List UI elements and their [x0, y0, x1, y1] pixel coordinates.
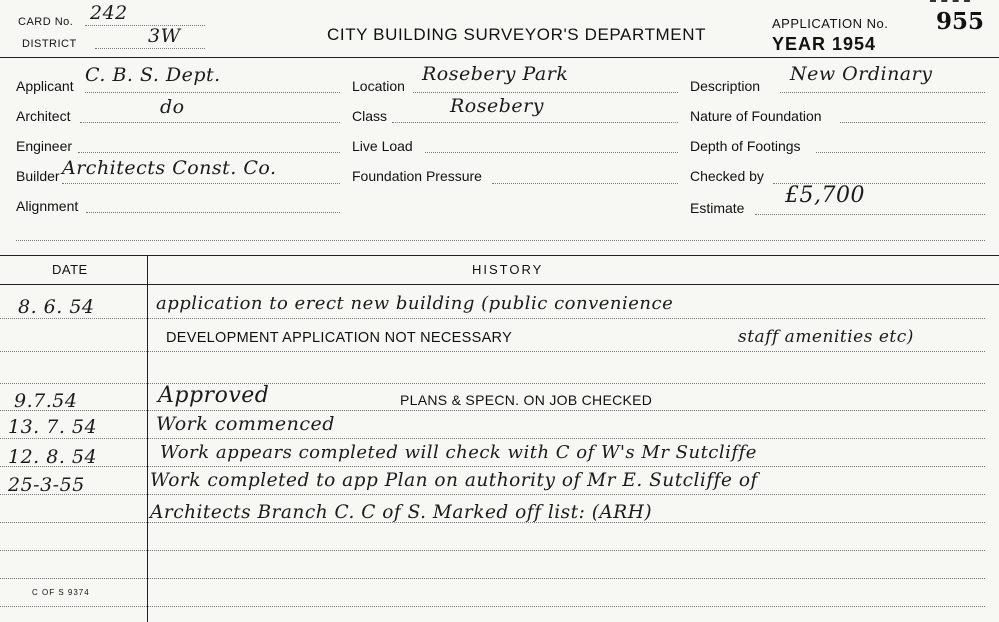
foundation-pressure-label: Foundation Pressure: [352, 168, 482, 184]
row-line-11: [0, 606, 985, 607]
history-text: Work appears completed will check with C of W's Mr Sutcliffe: [160, 442, 757, 463]
history-text: Work completed to app Plan on authority of Mr E. Sutcliffe of: [150, 470, 758, 491]
header-rule: [0, 57, 999, 58]
depth-of-footings-line: [816, 152, 985, 153]
live-load-line: [425, 152, 678, 153]
year-label: YEAR 1954: [772, 34, 877, 54]
card-no-label: CARD No.: [18, 16, 74, 28]
date-header: DATE: [52, 262, 88, 277]
depth-of-footings-label: Depth of Footings: [690, 138, 801, 154]
card-no-value: 242: [90, 2, 128, 24]
plans-checked-stamp: PLANS & SPECN. ON JOB CHECKED: [400, 392, 653, 408]
development-stamp: DEVELOPMENT APPLICATION NOT NECESSARY: [166, 330, 513, 346]
location-line: [413, 92, 678, 93]
card-no-line: [85, 25, 205, 26]
nature-of-foundation-line: [840, 122, 985, 123]
class-label: Class: [352, 108, 388, 124]
live-load-label: Live Load: [352, 138, 413, 154]
applicant-line: [85, 92, 340, 93]
row-line-10: [0, 578, 985, 579]
district-line: [95, 48, 205, 49]
history-date: 13. 7. 54: [8, 416, 98, 438]
applicant-label: Applicant: [16, 78, 74, 94]
history-date: 12. 8. 54: [8, 446, 98, 468]
history-text: Architects Branch C. C of S. Marked off list: (ARH): [150, 502, 653, 523]
estimate-value: £5,700: [785, 183, 865, 208]
foundation-pressure-line: [492, 183, 678, 184]
engineer-line: [78, 152, 340, 153]
builder-value: Architects Const. Co.: [62, 157, 277, 179]
row-line-7: [0, 494, 985, 495]
alignment-label: Alignment: [16, 198, 79, 214]
row-line-6: [0, 466, 985, 467]
alignment-line: [86, 212, 340, 213]
history-date: 25-3-55: [8, 474, 85, 496]
row-line-9: [0, 550, 985, 551]
architect-label: Architect: [16, 108, 71, 124]
application-no-label: APPLICATION No.: [772, 16, 889, 31]
history-top-rule: [0, 255, 999, 256]
description-value: New Ordinary: [790, 63, 933, 85]
history-header: HISTORY: [472, 262, 544, 277]
description-label: Description: [690, 78, 761, 94]
history-header-rule: [0, 284, 999, 285]
row-line-3: [0, 383, 985, 384]
history-text: application to erect new building (public convenience: [156, 293, 674, 314]
estimate-label: Estimate: [690, 200, 745, 216]
class-line: [392, 122, 678, 123]
architect-value: do: [160, 96, 185, 118]
history-text: Work commenced: [156, 413, 335, 435]
history-text: Approved: [158, 383, 270, 408]
location-value: Rosebery Park: [422, 63, 569, 85]
description-line: [780, 92, 985, 93]
form-code: C OF S 9374: [32, 588, 90, 597]
district-value: 3W: [148, 25, 181, 47]
edge-mark: [930, 0, 970, 2]
builder-line: [62, 183, 340, 184]
row-line-5: [0, 438, 985, 439]
department-title: CITY BUILDING SURVEYOR'S DEPARTMENT: [327, 25, 707, 44]
class-value: Rosebery: [450, 95, 544, 117]
district-label: DISTRICT: [22, 38, 77, 50]
history-text: staff amenities etc): [738, 327, 914, 347]
history-date: 9.7.54: [14, 390, 78, 412]
row-line-1: [0, 318, 985, 319]
estimate-line: [755, 214, 985, 215]
row-line-2: [0, 351, 985, 352]
engineer-label: Engineer: [16, 138, 73, 154]
row-line-4: [0, 410, 985, 411]
checked-by-label: Checked by: [690, 168, 764, 184]
nature-of-foundation-label: Nature of Foundation: [690, 108, 822, 124]
application-no-value: 955: [936, 8, 985, 35]
applicant-value: C. B. S. Dept.: [85, 64, 221, 86]
architect-line: [80, 122, 340, 123]
builder-label: Builder: [16, 168, 60, 184]
fields-bottom-line: [16, 240, 985, 241]
location-label: Location: [352, 78, 405, 94]
history-date: 8. 6. 54: [18, 296, 95, 318]
